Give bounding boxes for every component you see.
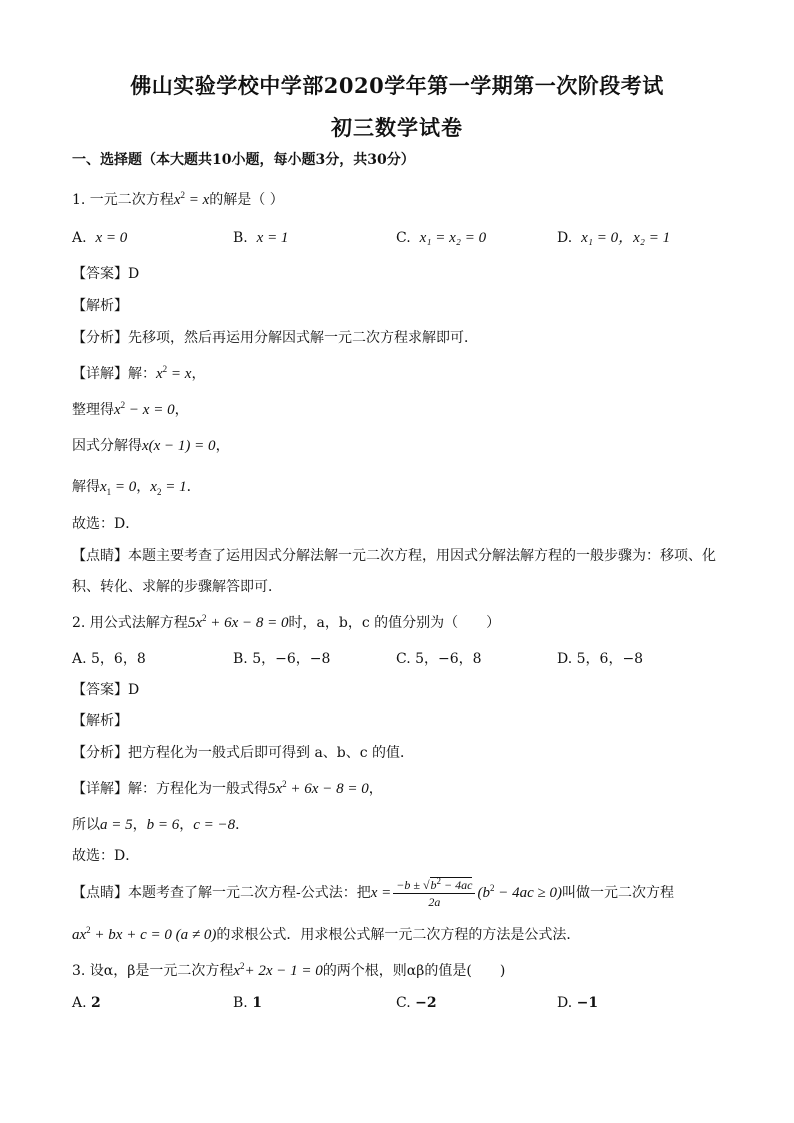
q1-choice: 故选：D． <box>72 516 140 532</box>
q2-option-b: B. 5，−6，−8 <box>233 651 331 667</box>
q1-option-c: C. x₁ = x₂ = 0 <box>396 230 487 246</box>
q2-step-1: 所以a = 5，b = 6，c = −8． <box>72 817 250 833</box>
q1-option-d: D. x₁ = 0，x₂ = 1 <box>557 230 671 246</box>
q2-stem: 2. 用公式法解方程$5x^2 + 6x - 8 = 0$时，a，b，c 的值分别为（ ） <box>72 613 501 631</box>
q3-option-c: C. −2 <box>396 995 437 1011</box>
q1-detail: 【详解】解：$x^2 = x$， <box>72 364 206 382</box>
q2-detail: 【详解】解：方程化为一般式得$5x^2 + 6x - 8 = 0$， <box>72 779 383 797</box>
q2-dianjing-2: $ax^2$ + bx + c = 0 (a ≠ 0)的求根公式．用求根公式解一元二次方程的方法是公式法． <box>72 925 581 943</box>
exam-title: 佛山实验学校中学部2020学年第一学期第一次阶段考试 <box>130 73 664 98</box>
q2-choice: 故选：D． <box>72 848 140 864</box>
q2-fenxi: 【分析】把方程化为一般式后即可得到 a、b、c 的值． <box>72 745 415 761</box>
q1-option-a: A. x = 0 <box>72 230 128 246</box>
q1-step-1: 整理得$x^2 - x = 0$， <box>72 400 189 418</box>
q1-dianjing-2: 积、转化、求解的步骤解答即可． <box>72 579 282 595</box>
q2-dianjing-1: 【点睛】本题考查了解一元二次方程-公式法：把x = $\frac{-b \pm √b^2 - 4ac}{2a}$ $(b^2 - 4ac \ge 0)$叫做一元二次方程 <box>72 875 674 909</box>
q1-step-3: 解得$x_1 = 0$，$x_2 = 1$． <box>72 479 201 497</box>
exam-subtitle: 初三数学试卷 <box>331 115 463 140</box>
q2-analysis-tag: 【解析】 <box>72 713 128 729</box>
q2-answer: 【答案】D <box>72 682 140 698</box>
section-heading: 一、选择题（本大题共10小题，每小题3分，共30分） <box>72 152 415 168</box>
q1-dianjing-1: 【点睛】本题主要考查了运用因式分解法解一元二次方程，用因式分解法解方程的一般步骤为：移项、化 <box>72 548 716 564</box>
q1-fenxi: 【分析】先移项，然后再运用分解因式解一元二次方程求解即可． <box>72 330 478 346</box>
q3-option-d: D. −1 <box>557 995 599 1011</box>
q1-answer: 【答案】D <box>72 266 140 282</box>
q3-stem: 3. 设α，β是一元二次方程$x^2+ 2x - 1 = 0$的两个根，则αβ的值是( ) <box>72 961 506 979</box>
q1-step-2: 因式分解得x(x − 1) = 0， <box>72 438 230 454</box>
q2-option-d: D. 5，6，−8 <box>557 651 644 667</box>
q3-option-b: B. 1 <box>233 995 262 1011</box>
q2-option-c: C. 5，−6，8 <box>396 651 482 667</box>
q1-option-b: B. x = 1 <box>233 230 289 246</box>
q1-stem: 1. 一元二次方程$x^2 = x$的解是（ ） <box>72 190 284 208</box>
q3-option-a: A. 2 <box>72 995 101 1011</box>
q1-analysis-tag: 【解析】 <box>72 298 128 314</box>
q2-option-a: A. 5，6，8 <box>72 651 146 667</box>
